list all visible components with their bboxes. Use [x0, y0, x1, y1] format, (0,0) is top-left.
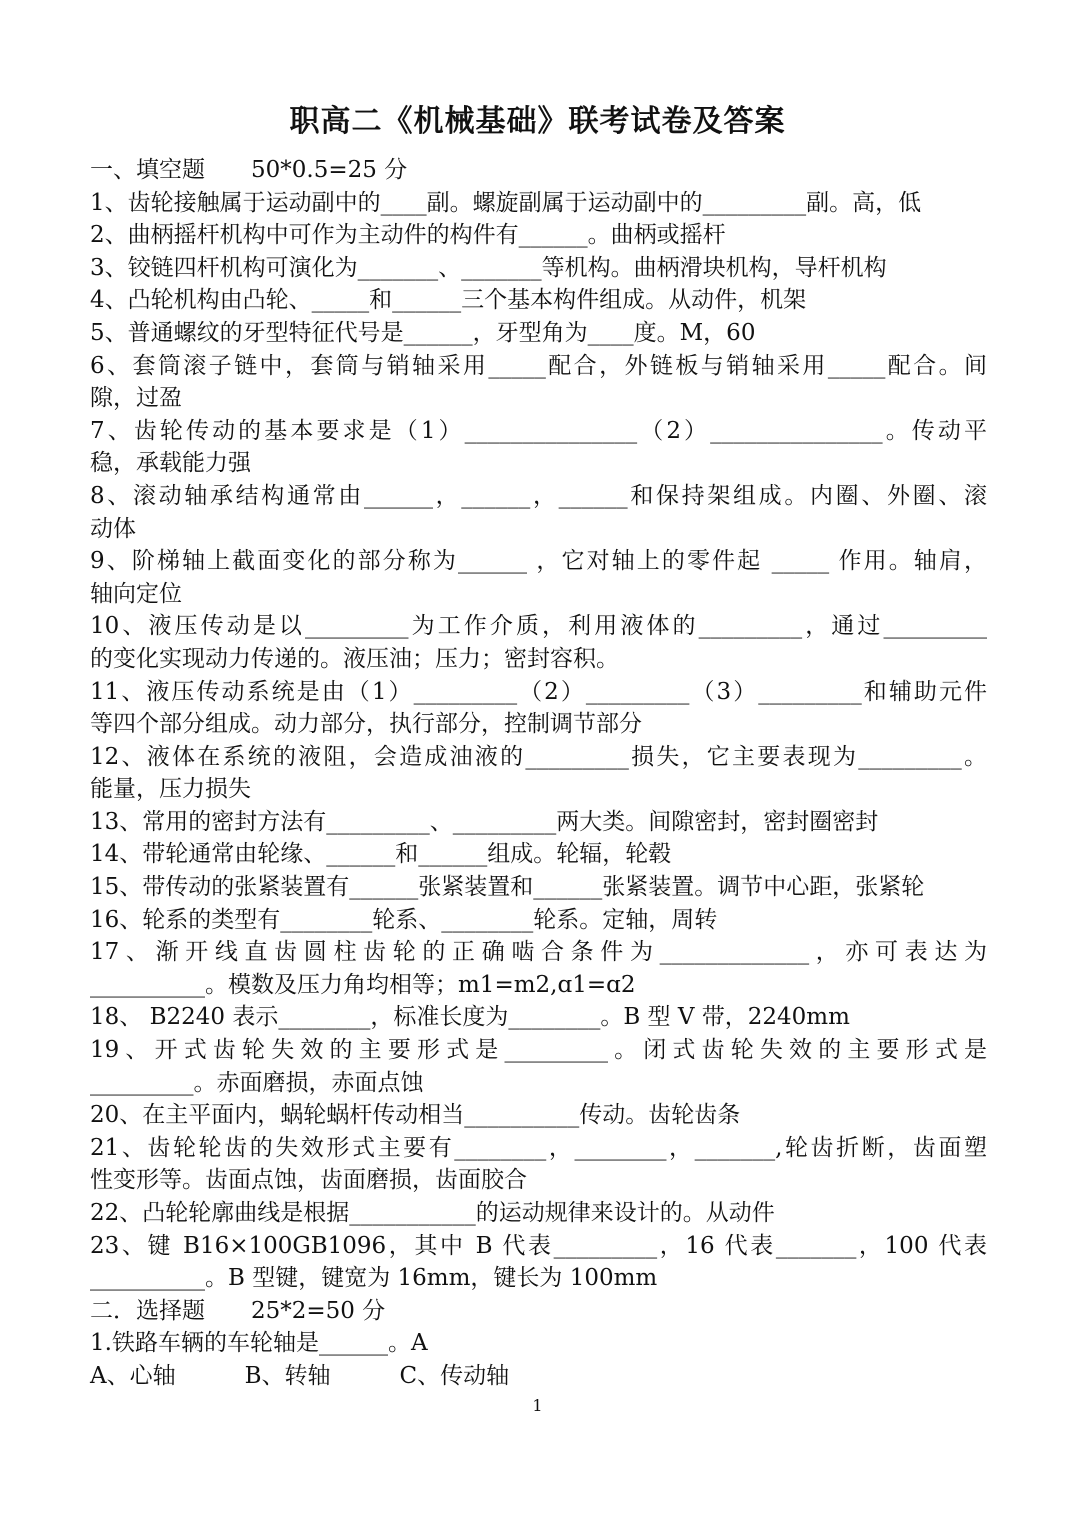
document-title: 职高二《机械基础》联考试卷及答案 [289, 104, 786, 139]
question-line: 动体 [90, 515, 136, 542]
page-number: 1 [532, 1396, 543, 1415]
question-line: 7、齿轮传动的基本要求是（1）_______________（2）_______________。传动平 [90, 417, 987, 444]
question-line: 20、在主平面内，蜗轮蜗杆传动相当__________传动。齿轮齿条 [90, 1102, 741, 1129]
question-line: _________。赤面磨损，赤面点蚀 [90, 1069, 424, 1096]
question-line: 22、凸轮轮廓曲线是根据___________的运动规律来设计的。从动件 [90, 1200, 775, 1226]
question-line: 18、 B2240 表示________，标准长度为________。B 型 V 带，2240mm [90, 1004, 850, 1031]
question-line: 能量，压力损失 [90, 776, 251, 803]
question-line: 21、齿轮轮齿的失效形式主要有________，________，_______,轮齿折断，齿面塑 [90, 1134, 987, 1161]
question-line: 等四个部分组成。动力部分，执行部分，控制调节部分 [90, 711, 642, 738]
question-line: 15、带传动的张紧装置有______张紧装置和______张紧装置。调节中心距，张紧轮 [90, 874, 925, 901]
question-line: 5、普通螺纹的牙型特征代号是______，牙型角为____度。M，60 [90, 319, 756, 346]
question-line: 隙，过盈 [90, 385, 182, 412]
question-line: 13、常用的密封方法有_________、_________两大类。间隙密封，密封圈密封 [90, 808, 879, 835]
document-body [90, 154, 987, 1393]
question-line: 11、液压传动系统是由（1）_________（2）_________（3）_________和辅助元件 [90, 678, 987, 705]
choice-question-1-options: A、心轴 B、转轴 C、传动轴 [90, 1362, 510, 1389]
question-line: 19、开式齿轮失效的主要形式是_________。闭式齿轮失效的主要形式是 [90, 1037, 987, 1064]
question-line: __________。模数及压力角均相等；m1=m2,ɑ1=ɑ2 [90, 971, 636, 998]
question-line: 16、轮系的类型有________轮系、________轮系。定轴，周转 [90, 906, 718, 933]
question-line: 稳，承载能力强 [90, 450, 251, 477]
question-line: 1、齿轮接触属于运动副中的____副。螺旋副属于运动副中的_________副。高，低 [90, 189, 922, 216]
section-header-fill-in: 一、填空题 50*0.5=25 分 [90, 157, 408, 183]
question-line: 9、阶梯轴上截面变化的部分称为______ ，它对轴上的零件起 _____ 作用。轴肩， [90, 548, 987, 575]
question-line: 2、曲柄摇杆机构中可作为主动件的构件有______。曲柄或摇杆 [90, 222, 726, 249]
question-line: 17、渐开线直齿圆柱齿轮的正确啮合条件为_____________，亦可表达为 [90, 939, 987, 966]
question-line: 23、键 B16×100GB1096，其中 B 代表_________，16 代表_______，100 代表 [90, 1232, 987, 1259]
question-line: 6、套筒滚子链中，套筒与销轴采用_____配合，外链板与销轴采用_____配合。间 [90, 352, 987, 379]
question-line: 4、凸轮机构由凸轮、_____和______三个基本构件组成。从动件，机架 [90, 287, 807, 314]
question-line: 3、铰链四杆机构可演化为_______、_______等机构。曲柄滑块机构，导杆机构 [90, 254, 887, 281]
section-header-choice: 二．选择题 25*2=50 分 [90, 1297, 386, 1324]
question-line: 8、滚动轴承结构通常由______，______，______和保持架组成。内圈、外圈、滚 [90, 482, 987, 509]
question-line: 性变形等。齿面点蚀，齿面磨损，齿面胶合 [90, 1167, 527, 1194]
fill-in-questions [90, 187, 987, 1295]
question-line: __________。B 型键，键宽为 16mm，键长为 100mm [90, 1265, 658, 1292]
question-line: 10、液压传动是以_________为工作介质，利用液体的_________，通过_________ [90, 613, 987, 640]
question-line: 的变化实现动力传递的。液压油；压力；密封容积。 [90, 645, 619, 672]
question-line: 12、液体在系统的液阻，会造成油液的_________损失，它主要表现为_________。 [90, 743, 987, 770]
question-line: 轴向定位 [90, 580, 182, 607]
choice-question-1: 1.铁路车辆的车轮轴是______。A [90, 1330, 428, 1357]
question-line: 14、带轮通常由轮缘、______和______组成。轮辐，轮毂 [90, 841, 672, 868]
